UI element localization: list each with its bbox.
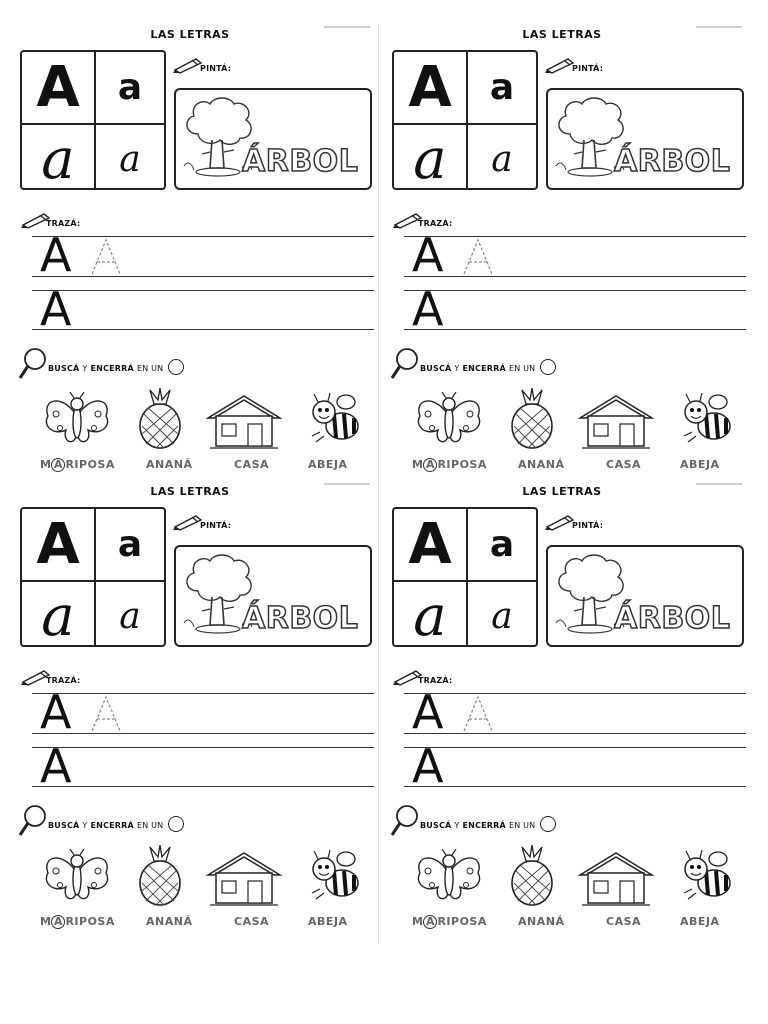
lowercase-print-letter: a — [117, 66, 143, 108]
magnifier-icon — [390, 803, 420, 839]
writing-line — [404, 236, 746, 237]
trace-model-letter: A — [40, 228, 72, 282]
trace-model-letter: A — [412, 685, 444, 739]
word-house: CASA — [234, 458, 270, 471]
dotted-letter-a — [460, 693, 496, 733]
house-icon — [204, 851, 284, 907]
writing-line — [404, 290, 746, 291]
writing-line — [404, 329, 746, 330]
paint-label: PINTÁ: — [572, 64, 604, 73]
dotted-letter-a — [88, 693, 124, 733]
letter-grid — [20, 507, 166, 647]
circle-symbol — [540, 816, 556, 832]
trace-label: TRAZÁ: — [46, 676, 81, 685]
circle-symbol — [168, 359, 184, 375]
bee-icon — [678, 388, 736, 450]
writing-line — [32, 329, 374, 330]
word-pineapple: ANANÁ — [518, 458, 565, 471]
circle-symbol — [540, 359, 556, 375]
paint-label: PINTÁ: — [200, 64, 232, 73]
trace-model-letter: A — [412, 228, 444, 282]
word-butterfly: M A RIPOSA — [40, 915, 115, 928]
pineapple-icon — [506, 388, 558, 450]
uppercase-print-letter: A — [36, 511, 80, 577]
circled-letter: A — [423, 458, 437, 472]
worksheet-title: LAS LETRAS — [522, 28, 602, 41]
trace-model-letter: A — [412, 282, 444, 336]
search-instruction: BUSCÁ Y ENCERRÁ EN UN — [420, 821, 536, 830]
writing-line — [32, 236, 374, 237]
word-pineapple: ANANÁ — [518, 915, 565, 928]
lowercase-cursive-letter: a — [119, 595, 141, 637]
house-icon — [576, 394, 656, 450]
dotted-letter-a — [460, 236, 496, 276]
trace-model-letter: A — [40, 685, 72, 739]
bee-icon — [306, 845, 364, 907]
paint-word: ÁRBOL — [614, 144, 731, 179]
bee-icon — [306, 388, 364, 450]
lowercase-print-letter: a — [117, 523, 143, 565]
butterfly-icon — [412, 392, 486, 450]
worksheet-copy — [376, 26, 748, 483]
worksheet-copy — [4, 26, 376, 483]
uppercase-cursive-letter: a — [413, 583, 447, 649]
uppercase-print-letter: A — [408, 54, 452, 120]
lowercase-cursive-letter: a — [491, 138, 513, 180]
pineapple-icon — [134, 845, 186, 907]
paint-label: PINTÁ: — [200, 521, 232, 530]
word-house: CASA — [606, 915, 642, 928]
lowercase-print-letter: a — [489, 66, 515, 108]
writing-line — [404, 733, 746, 734]
paint-box — [546, 88, 744, 190]
circled-letter: A — [51, 915, 65, 929]
house-icon — [204, 394, 284, 450]
dotted-letter-a — [88, 236, 124, 276]
paint-box — [174, 88, 372, 190]
paint-label: PINTÁ: — [572, 521, 604, 530]
trace-model-letter: A — [40, 282, 72, 336]
word-bee: ABEJA — [308, 458, 348, 471]
word-bee: ABEJA — [680, 915, 720, 928]
circle-symbol — [168, 816, 184, 832]
writing-line — [32, 276, 374, 277]
uppercase-print-letter: A — [408, 511, 452, 577]
word-house: CASA — [234, 915, 270, 928]
trace-model-letter: A — [412, 739, 444, 793]
circled-letter: A — [51, 458, 65, 472]
butterfly-icon — [40, 392, 114, 450]
writing-line — [32, 786, 374, 787]
writing-line — [404, 786, 746, 787]
lowercase-cursive-letter: a — [491, 595, 513, 637]
worksheet-title: LAS LETRAS — [522, 485, 602, 498]
letter-grid — [20, 50, 166, 190]
writing-line — [32, 733, 374, 734]
writing-line — [32, 290, 374, 291]
word-house: CASA — [606, 458, 642, 471]
worksheet-title: LAS LETRAS — [150, 485, 230, 498]
house-icon — [576, 851, 656, 907]
circled-letter: A — [423, 915, 437, 929]
writing-line — [404, 693, 746, 694]
paint-word: ÁRBOL — [242, 144, 359, 179]
word-butterfly: M A RIPOSA — [412, 458, 487, 471]
magnifier-icon — [18, 803, 48, 839]
trace-label: TRAZÁ: — [418, 219, 453, 228]
word-bee: ABEJA — [308, 915, 348, 928]
word-pineapple: ANANÁ — [146, 915, 193, 928]
writing-line — [32, 747, 374, 748]
search-instruction: BUSCÁ Y ENCERRÁ EN UN — [420, 364, 536, 373]
word-bee: ABEJA — [680, 458, 720, 471]
trace-model-letter: A — [40, 739, 72, 793]
word-butterfly: M A RIPOSA — [40, 458, 115, 471]
letter-grid — [392, 507, 538, 647]
letter-grid — [392, 50, 538, 190]
pineapple-icon — [134, 388, 186, 450]
worksheet-copy — [376, 483, 748, 940]
paint-box — [174, 545, 372, 647]
butterfly-icon — [412, 849, 486, 907]
bee-icon — [678, 845, 736, 907]
word-pineapple: ANANÁ — [146, 458, 193, 471]
search-instruction: BUSCÁ Y ENCERRÁ EN UN — [48, 364, 164, 373]
uppercase-cursive-letter: a — [41, 583, 75, 649]
uppercase-cursive-letter: a — [41, 126, 75, 192]
writing-line — [32, 693, 374, 694]
search-instruction: BUSCÁ Y ENCERRÁ EN UN — [48, 821, 164, 830]
paint-word: ÁRBOL — [614, 601, 731, 636]
magnifier-icon — [390, 346, 420, 382]
worksheet-copy — [4, 483, 376, 940]
writing-line — [404, 747, 746, 748]
butterfly-icon — [40, 849, 114, 907]
word-butterfly: M A RIPOSA — [412, 915, 487, 928]
pineapple-icon — [506, 845, 558, 907]
page-divider — [378, 24, 379, 944]
writing-line — [404, 276, 746, 277]
paint-box — [546, 545, 744, 647]
uppercase-print-letter: A — [36, 54, 80, 120]
worksheet-title: LAS LETRAS — [150, 28, 230, 41]
magnifier-icon — [18, 346, 48, 382]
lowercase-cursive-letter: a — [119, 138, 141, 180]
trace-label: TRAZÁ: — [46, 219, 81, 228]
lowercase-print-letter: a — [489, 523, 515, 565]
trace-label: TRAZÁ: — [418, 676, 453, 685]
uppercase-cursive-letter: a — [413, 126, 447, 192]
paint-word: ÁRBOL — [242, 601, 359, 636]
